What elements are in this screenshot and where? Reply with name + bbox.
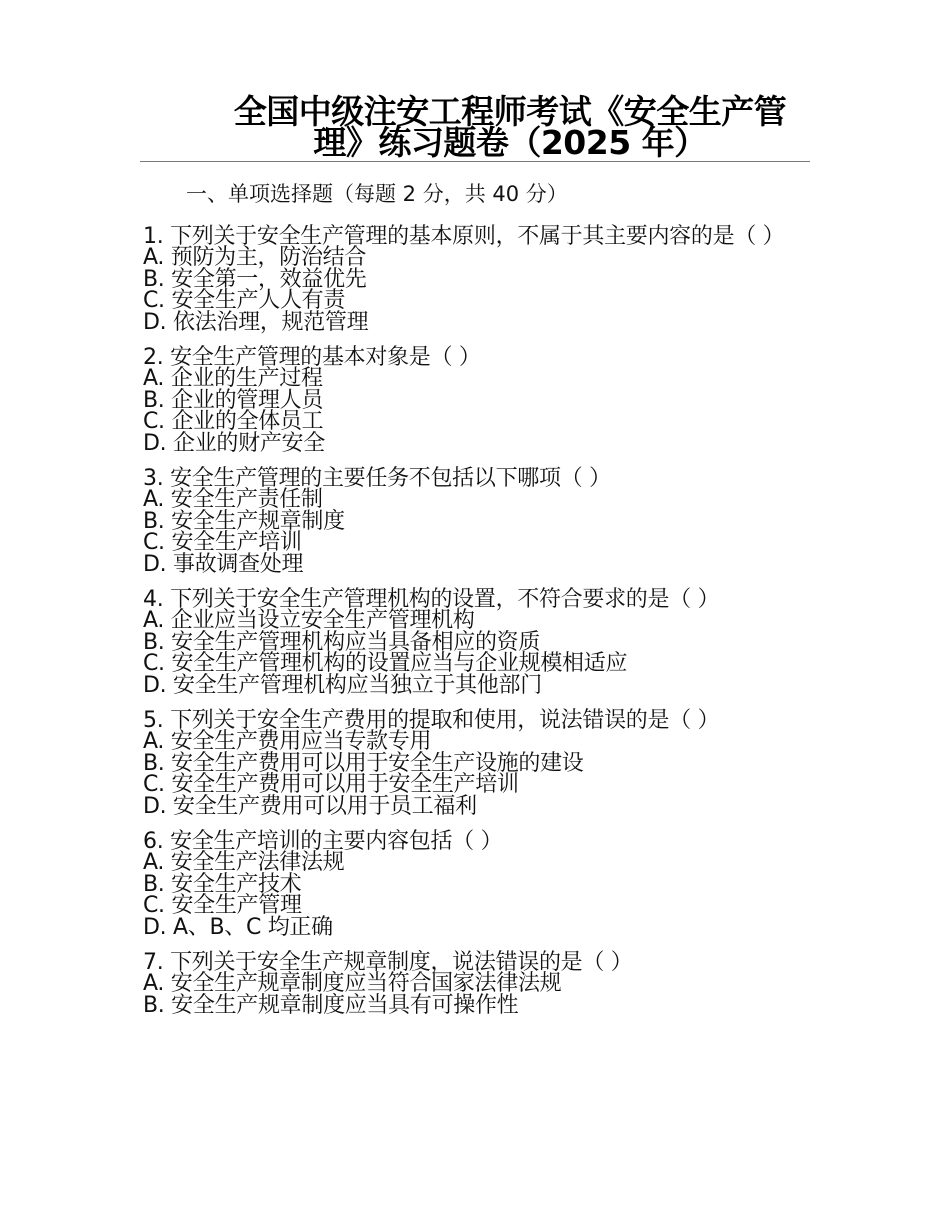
answer-option: B. 安全生产规章制度应当具有可操作性	[143, 992, 519, 1018]
answer-option: C. 安全生产培训	[143, 530, 302, 555]
document-title: 全国中级注安工程师考试《安全生产管理》练习题卷（2025 年）	[233, 92, 787, 162]
question-item	[143, 952, 803, 1016]
answer-option: C. 安全生产费用可以用于安全生产培训	[143, 772, 519, 797]
question-item	[143, 226, 803, 333]
answer-option: A. 企业应当设立安全生产管理机构	[143, 608, 475, 633]
question-stem: 5. 下列关于安全生产费用的提取和使用，说法错误的是（ ）	[143, 708, 720, 733]
answer-option: D. 安全生产管理机构应当独立于其他部门	[143, 672, 542, 698]
answer-option: D. 企业的财产安全	[143, 430, 325, 456]
answer-option: A. 安全生产责任制	[143, 487, 323, 512]
question-item	[143, 589, 803, 696]
answer-option: C. 安全生产管理机构的设置应当与企业规模相适应	[143, 651, 628, 676]
answer-option: C. 企业的全体员工	[143, 409, 324, 434]
question-item	[143, 831, 803, 938]
answer-option: B. 企业的管理人员	[143, 387, 324, 413]
question-item	[143, 347, 803, 454]
answer-option: C. 安全生产人人有责	[143, 288, 346, 313]
title-underline	[140, 161, 810, 162]
answer-option: A. 企业的生产过程	[143, 366, 323, 391]
question-stem: 4. 下列关于安全生产管理机构的设置，不符合要求的是（ ）	[143, 587, 720, 612]
section-heading: 一、单项选择题（每题 2 分，共 40 分）	[186, 182, 568, 206]
answer-option: B. 安全第一，效益优先	[143, 266, 367, 292]
answer-option: D. 事故调查处理	[143, 551, 304, 577]
answer-option: A. 安全生产费用应当专款专用	[143, 729, 432, 754]
answer-option: C. 安全生产管理	[143, 893, 302, 918]
question-stem: 2. 安全生产管理的基本对象是（ ）	[143, 345, 481, 370]
question-stem: 6. 安全生产培训的主要内容包括（ ）	[143, 829, 503, 854]
answer-option: A. 安全生产规章制度应当符合国家法律法规	[143, 971, 562, 996]
answer-option: B. 安全生产管理机构应当具备相应的资质	[143, 629, 541, 655]
question-stem: 3. 安全生产管理的主要任务不包括以下哪项（ ）	[143, 466, 611, 491]
question-item	[143, 710, 803, 817]
answer-option: B. 安全生产规章制度	[143, 508, 345, 534]
answer-option: A. 安全生产法律法规	[143, 850, 345, 875]
answer-option: D. A、B、C 均正确	[143, 914, 333, 940]
question-stem: 7. 下列关于安全生产规章制度，说法错误的是（ ）	[143, 950, 633, 975]
question-stem: 1. 下列关于安全生产管理的基本原则，不属于其主要内容的是（ ）	[143, 224, 785, 249]
answer-option: B. 安全生产费用可以用于安全生产设施的建设	[143, 750, 584, 776]
answer-option: A. 预防为主，防治结合	[143, 245, 367, 270]
answer-option: B. 安全生产技术	[143, 871, 302, 897]
question-list	[143, 226, 803, 1030]
question-item	[143, 468, 803, 575]
answer-option: D. 安全生产费用可以用于员工福利	[143, 793, 477, 819]
answer-option: D. 依法治理，规范管理	[143, 309, 369, 335]
